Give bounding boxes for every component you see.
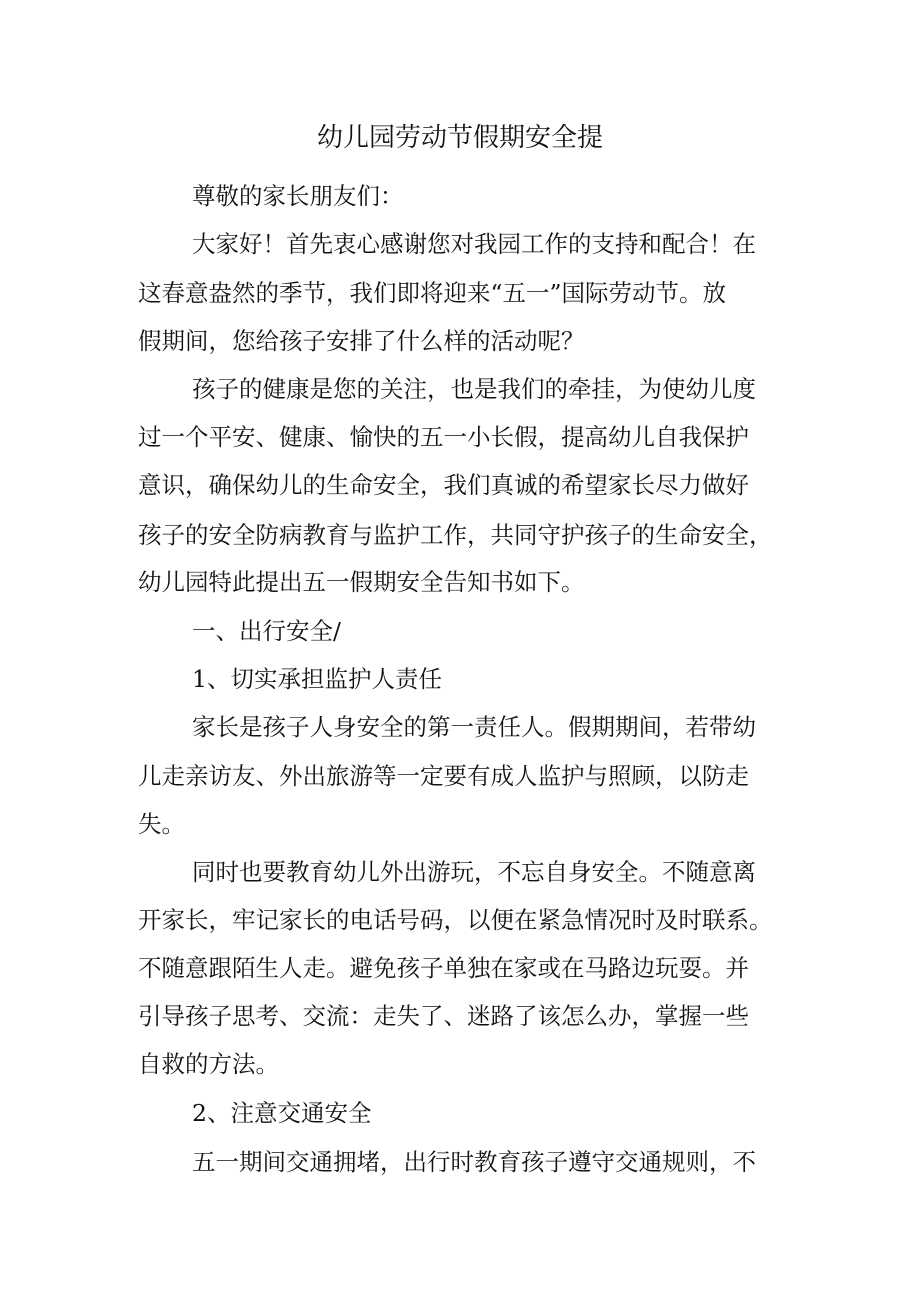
paragraph-line: 孩子的健康是您的关注，也是我们的牵挂，为使幼儿度 xyxy=(192,375,756,403)
paragraph-line: 引导孩子思考、交流：走失了、迷路了该怎么办，掌握一些 xyxy=(138,1002,749,1030)
paragraph-line: 这春意盎然的季节，我们即将迎来“五一”国际劳动节。放 xyxy=(138,279,727,307)
greeting: 尊敬的家长朋友们： xyxy=(192,182,404,210)
paragraph-line: 幼儿园特此提出五一假期安全告知书如下。 xyxy=(138,568,585,596)
paragraph-line: 大家好！首先衷心感谢您对我园工作的支持和配合！在 xyxy=(192,230,756,258)
document-title: 幼儿园劳动节假期安全提 xyxy=(316,123,603,153)
subsection-heading: 2、注意交通安全 xyxy=(192,1099,372,1127)
paragraph-line: 意识，确保幼儿的生命安全，我们真诚的希望家长尽力做好 xyxy=(138,471,749,499)
paragraph-line: 假期间，您给孩子安排了什么样的活动呢？ xyxy=(138,327,585,355)
paragraph-line: 开家长，牢记家长的电话号码，以便在紧急情况时及时联系。 xyxy=(138,906,773,934)
paragraph-line: 失。 xyxy=(138,810,185,838)
subsection-heading: 1、切实承担监护人责任 xyxy=(192,665,442,693)
paragraph-line: 同时也要教育幼儿外出游玩，不忘自身安全。不随意离 xyxy=(192,858,756,886)
paragraph-line: 自救的方法。 xyxy=(138,1050,279,1078)
paragraph-line: 家长是孩子人身安全的第一责任人。假期期间，若带幼 xyxy=(192,713,756,741)
paragraph-line: 孩子的安全防病教育与监护工作，共同守护孩子的生命安全， xyxy=(138,521,773,549)
paragraph-line: 不随意跟陌生人走。避免孩子单独在家或在马路边玩耍。并 xyxy=(138,954,749,982)
paragraph-line: 过一个平安、健康、愉快的五一小长假，提高幼儿自我保护 xyxy=(138,423,749,451)
paragraph-line: 五一期间交通拥堵，出行时教育孩子遵守交通规则，不 xyxy=(192,1148,756,1176)
section-heading: 一、出行安全/ xyxy=(192,617,341,645)
paragraph-line: 儿走亲访友、外出旅游等一定要有成人监护与照顾，以防走 xyxy=(138,762,749,790)
